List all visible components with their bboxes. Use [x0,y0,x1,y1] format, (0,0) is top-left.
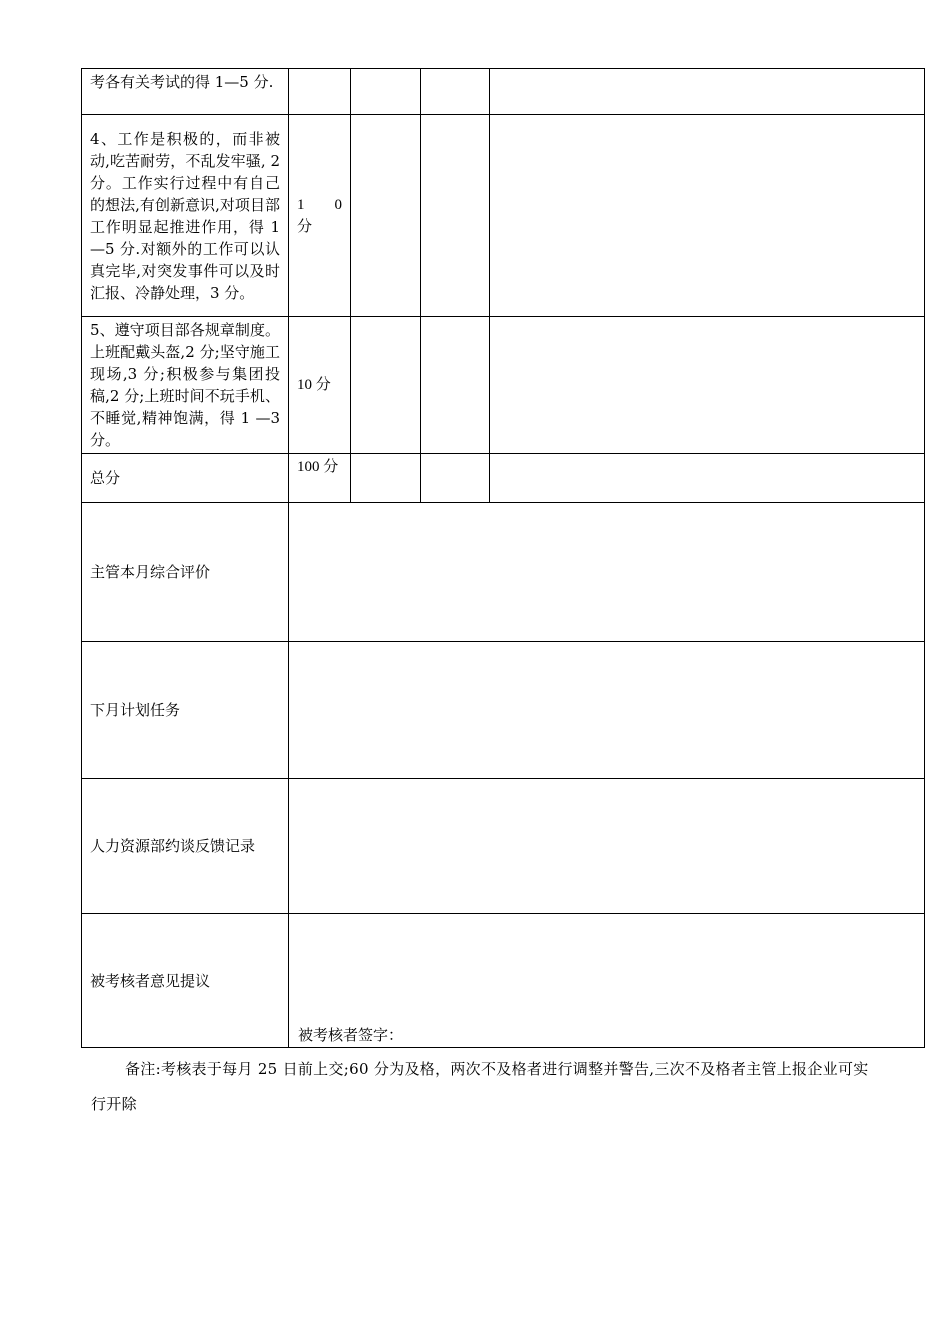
criteria-cell: 考各有关考试的得 1—5 分. [82,69,289,115]
table-row [82,503,925,642]
evaluation-label: 主管本月综合评价 [82,503,289,642]
criteria-cell: 4、工作是积极的，而非被动,吃苦耐劳，不乱发牢骚, 2 分。工作实行过程中有自己的想法,有创新意识,对项目部工作明显起推进作用，得 1—5 分.对额外的工作可以认真完毕,对突发事件可以及时汇报、冷静处理，3 分。 [82,115,289,317]
criteria-cell: 5、遵守项目部各规章制度。上班配戴头盔,2 分;坚守施工现场,3 分;积极参与集团投稿,2 分;上班时间不玩手机、不睡觉,精神饱满，得 1 —3 分。 [82,317,289,454]
hr-record-label: 人力资源部约谈反馈记录 [82,779,289,914]
manager-score-cell [421,69,490,115]
manager-score-cell [421,115,490,317]
self-score-cell [351,69,421,115]
opinion-label: 被考核者意见提议 [82,914,289,1048]
self-score-cell [351,317,421,454]
remark-cell [490,115,925,317]
opinion-field[interactable] [289,914,925,1048]
self-score-cell [351,454,421,503]
assessment-table [81,68,925,1048]
score-digit: 0 [334,196,342,213]
manager-score-cell [421,454,490,503]
score-cell [289,115,351,317]
total-score: 100 分 [289,454,351,503]
score-cell [289,69,351,115]
next-plan-field[interactable] [289,642,925,779]
table-row [82,779,925,914]
remark-cell [490,454,925,503]
manager-score-cell [421,317,490,454]
score-cell: 10 分 [289,317,351,454]
table-row [82,642,925,779]
remark-cell [490,317,925,454]
evaluation-field[interactable] [289,503,925,642]
table-row [82,115,925,317]
table-row [82,914,925,1048]
score-digit: 1 [297,196,305,213]
footnote: 备注:考核表于每月 25 日前上交;60 分为及格，两次不及格者进行调整并警告,三次不及格者主管上报企业可实行开除 [91,1060,869,1113]
hr-record-field[interactable] [289,779,925,914]
self-score-cell [351,115,421,317]
table-row [82,454,925,503]
signature-label: 被考核者签字： [298,1026,404,1044]
table-row [82,69,925,115]
total-label: 总分 [82,454,289,503]
table-row [82,317,925,454]
next-plan-label: 下月计划任务 [82,642,289,779]
remark-cell [490,69,925,115]
score-unit: 分 [297,218,313,235]
